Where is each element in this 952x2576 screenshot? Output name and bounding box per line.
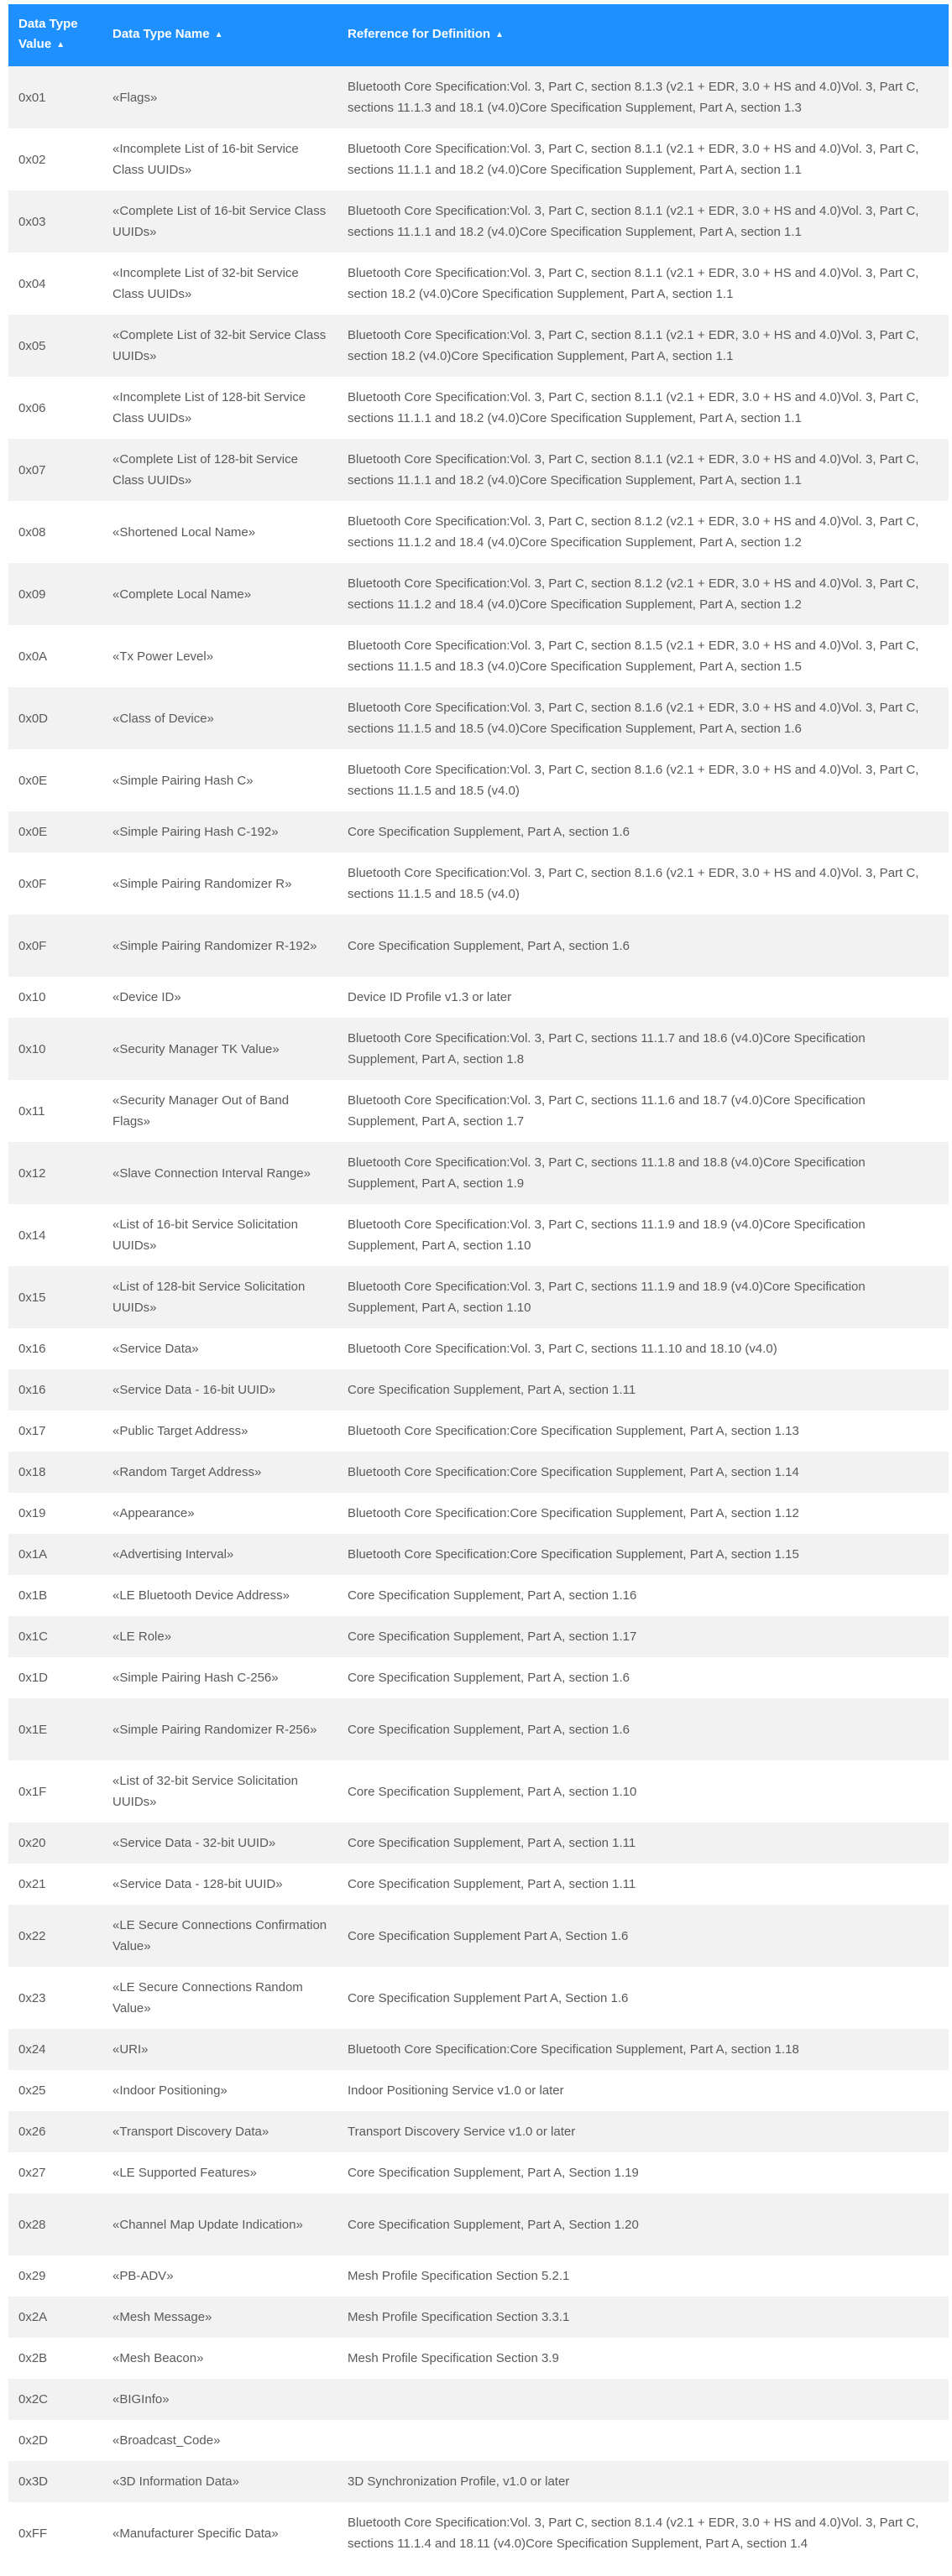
table-row: [8, 1493, 949, 1534]
cell-data-type-value: 0x1A: [8, 1534, 102, 1575]
cell-data-type-name: «Flags»: [102, 66, 337, 128]
sort-triangle-up-icon: ▲: [214, 30, 223, 39]
table-row: [8, 2255, 949, 2297]
table-row: [8, 1204, 949, 1266]
cell-reference: Core Specification Supplement, Part A, section 1.11: [337, 1864, 949, 1905]
cell-reference: Mesh Profile Specification Section 5.2.1: [337, 2255, 949, 2297]
cell-data-type-name: «Incomplete List of 128-bit Service Class UUIDs»: [102, 377, 337, 439]
cell-data-type-name: «Simple Pairing Randomizer R-192»: [102, 915, 337, 977]
table-row: [8, 687, 949, 749]
cell-data-type-value: 0x2C: [8, 2379, 102, 2420]
cell-reference: Bluetooth Core Specification:Vol. 3, Part C, sections 11.1.9 and 18.9 (v4.0)Core Specification Supplement, Part A, section 1.10: [337, 1204, 949, 1266]
cell-data-type-value: 0x10: [8, 977, 102, 1018]
cell-reference: Mesh Profile Specification Section 3.9: [337, 2338, 949, 2379]
cell-reference: Core Specification Supplement, Part A, section 1.6: [337, 1698, 949, 1760]
column-header-reference-label: Reference for Definition: [348, 27, 491, 41]
cell-data-type-value: 0x20: [8, 1822, 102, 1864]
cell-data-type-name: «Manufacturer Specific Data»: [102, 2502, 337, 2564]
table-row: [8, 315, 949, 377]
cell-data-type-name: «List of 16-bit Service Solicitation UUIDs»: [102, 1204, 337, 1266]
cell-reference: Bluetooth Core Specification:Vol. 3, Part C, section 8.1.1 (v2.1 + EDR, 3.0 + HS and 4.0)Vol. 3, Part C, sections 11.1.1 and 18.2 (v4.0)Core Specification Supplement, Part A, section 1.1: [337, 377, 949, 439]
cell-reference: [337, 2420, 949, 2461]
cell-data-type-name: «Service Data - 128-bit UUID»: [102, 1864, 337, 1905]
cell-data-type-value: 0x0F: [8, 853, 102, 915]
sort-triangle-up-icon: ▲: [495, 30, 504, 39]
table-row: [8, 1452, 949, 1493]
cell-data-type-name: «PB-ADV»: [102, 2255, 337, 2297]
table-row: [8, 1864, 949, 1905]
cell-data-type-value: 0x27: [8, 2152, 102, 2193]
cell-data-type-name: «Device ID»: [102, 977, 337, 1018]
table-row: [8, 1657, 949, 1698]
data-type-table-container: [8, 4, 949, 2564]
cell-reference: Bluetooth Core Specification:Vol. 3, Part C, section 8.1.6 (v2.1 + EDR, 3.0 + HS and 4.0)Vol. 3, Part C, sections 11.1.5 and 18.5 (v4.0): [337, 853, 949, 915]
table-header: [8, 4, 949, 66]
cell-data-type-value: 0x16: [8, 1328, 102, 1369]
cell-reference: Mesh Profile Specification Section 3.3.1: [337, 2297, 949, 2338]
cell-data-type-name: «Complete List of 16-bit Service Class UUIDs»: [102, 190, 337, 253]
cell-data-type-name: «Mesh Message»: [102, 2297, 337, 2338]
cell-data-type-value: 0x16: [8, 1369, 102, 1411]
cell-reference: Bluetooth Core Specification:Vol. 3, Part C, sections 11.1.8 and 18.8 (v4.0)Core Specification Supplement, Part A, section 1.9: [337, 1142, 949, 1204]
cell-data-type-name: «Indoor Positioning»: [102, 2070, 337, 2111]
cell-data-type-name: «List of 128-bit Service Solicitation UUIDs»: [102, 1266, 337, 1328]
cell-reference: Core Specification Supplement, Part A, section 1.17: [337, 1616, 949, 1657]
cell-data-type-name: «Random Target Address»: [102, 1452, 337, 1493]
cell-data-type-value: 0x0D: [8, 687, 102, 749]
cell-data-type-value: 0x05: [8, 315, 102, 377]
table-row: [8, 853, 949, 915]
cell-data-type-value: 0x2B: [8, 2338, 102, 2379]
table-row: [8, 2111, 949, 2152]
cell-reference: Bluetooth Core Specification:Vol. 3, Part C, section 8.1.5 (v2.1 + EDR, 3.0 + HS and 4.0)Vol. 3, Part C, sections 11.1.5 and 18.3 (v4.0)Core Specification Supplement, Part A, section 1.5: [337, 625, 949, 687]
cell-data-type-name: «Security Manager Out of Band Flags»: [102, 1080, 337, 1142]
cell-data-type-name: «BIGInfo»: [102, 2379, 337, 2420]
sort-triangle-up-icon: ▲: [56, 40, 65, 50]
table-row: [8, 439, 949, 501]
cell-data-type-name: «LE Supported Features»: [102, 2152, 337, 2193]
cell-reference: Bluetooth Core Specification:Core Specification Supplement, Part A, section 1.12: [337, 1493, 949, 1534]
table-row: [8, 811, 949, 853]
cell-data-type-name: «Simple Pairing Randomizer R»: [102, 853, 337, 915]
cell-reference: Core Specification Supplement, Part A, section 1.11: [337, 1822, 949, 1864]
table-row: [8, 1018, 949, 1080]
cell-reference: Bluetooth Core Specification:Vol. 3, Part C, section 8.1.3 (v2.1 + EDR, 3.0 + HS and 4.0)Vol. 3, Part C, sections 11.1.3 and 18.1 (v4.0)Core Specification Supplement, Part A, section 1.3: [337, 66, 949, 128]
cell-data-type-name: «3D Information Data»: [102, 2461, 337, 2502]
cell-data-type-value: 0x06: [8, 377, 102, 439]
cell-data-type-name: «LE Secure Connections Random Value»: [102, 1967, 337, 2029]
cell-reference: Bluetooth Core Specification:Vol. 3, Part C, sections 11.1.10 and 18.10 (v4.0): [337, 1328, 949, 1369]
column-header-name-label: Data Type Name: [112, 27, 210, 41]
table-row: [8, 1534, 949, 1575]
cell-data-type-name: «Incomplete List of 32-bit Service Class UUIDs»: [102, 253, 337, 315]
table-row: [8, 2070, 949, 2111]
cell-data-type-name: «Mesh Beacon»: [102, 2338, 337, 2379]
table-row: [8, 1266, 949, 1328]
table-row: [8, 915, 949, 977]
cell-data-type-name: «Slave Connection Interval Range»: [102, 1142, 337, 1204]
cell-reference: 3D Synchronization Profile, v1.0 or later: [337, 2461, 949, 2502]
table-row: [8, 253, 949, 315]
table-row: [8, 2420, 949, 2461]
table-row: [8, 1142, 949, 1204]
cell-data-type-value: 0x24: [8, 2029, 102, 2070]
cell-reference: Core Specification Supplement, Part A, section 1.16: [337, 1575, 949, 1616]
table-row: [8, 2297, 949, 2338]
cell-reference: Core Specification Supplement, Part A, Section 1.20: [337, 2193, 949, 2255]
table-row: [8, 1905, 949, 1967]
cell-data-type-name: «Incomplete List of 16-bit Service Class UUIDs»: [102, 128, 337, 190]
cell-data-type-name: «URI»: [102, 2029, 337, 2070]
cell-data-type-value: 0x1D: [8, 1657, 102, 1698]
cell-reference: Core Specification Supplement, Part A, section 1.10: [337, 1760, 949, 1822]
cell-reference: Bluetooth Core Specification:Vol. 3, Part C, sections 11.1.9 and 18.9 (v4.0)Core Specification Supplement, Part A, section 1.10: [337, 1266, 949, 1328]
column-header-reference[interactable]: [337, 4, 949, 66]
table-row: [8, 2502, 949, 2564]
cell-data-type-value: 0x15: [8, 1266, 102, 1328]
cell-data-type-value: 0x23: [8, 1967, 102, 2029]
table-row: [8, 128, 949, 190]
cell-data-type-value: 0x22: [8, 1905, 102, 1967]
cell-data-type-name: «Simple Pairing Randomizer R-256»: [102, 1698, 337, 1760]
table-row: [8, 1575, 949, 1616]
cell-reference: Device ID Profile v1.3 or later: [337, 977, 949, 1018]
cell-data-type-value: 0x1B: [8, 1575, 102, 1616]
table-row: [8, 1369, 949, 1411]
cell-reference: Bluetooth Core Specification:Core Specification Supplement, Part A, section 1.15: [337, 1534, 949, 1575]
cell-data-type-name: «Complete List of 32-bit Service Class UUIDs»: [102, 315, 337, 377]
cell-data-type-value: 0x01: [8, 66, 102, 128]
cell-reference: Core Specification Supplement, Part A, section 1.6: [337, 1657, 949, 1698]
table-row: [8, 1698, 949, 1760]
table-row: [8, 1760, 949, 1822]
cell-reference: Core Specification Supplement, Part A, section 1.6: [337, 811, 949, 853]
cell-data-type-name: «Simple Pairing Hash C-256»: [102, 1657, 337, 1698]
cell-data-type-name: «Complete List of 128-bit Service Class UUIDs»: [102, 439, 337, 501]
cell-reference: Core Specification Supplement Part A, Section 1.6: [337, 1905, 949, 1967]
cell-data-type-value: 0x08: [8, 501, 102, 563]
cell-reference: Bluetooth Core Specification:Vol. 3, Part C, sections 11.1.6 and 18.7 (v4.0)Core Specification Supplement, Part A, section 1.7: [337, 1080, 949, 1142]
column-header-value[interactable]: [8, 4, 102, 66]
cell-reference: Bluetooth Core Specification:Core Specification Supplement, Part A, section 1.13: [337, 1411, 949, 1452]
cell-data-type-value: 0x1C: [8, 1616, 102, 1657]
cell-data-type-name: «Simple Pairing Hash C»: [102, 749, 337, 811]
table-row: [8, 2029, 949, 2070]
cell-reference: Indoor Positioning Service v1.0 or later: [337, 2070, 949, 2111]
cell-data-type-value: 0x25: [8, 2070, 102, 2111]
table-row: [8, 66, 949, 128]
table-row: [8, 2152, 949, 2193]
cell-data-type-name: «Shortened Local Name»: [102, 501, 337, 563]
cell-data-type-name: «Channel Map Update Indication»: [102, 2193, 337, 2255]
cell-data-type-name: «Public Target Address»: [102, 1411, 337, 1452]
cell-data-type-value: 0x07: [8, 439, 102, 501]
cell-data-type-name: «Security Manager TK Value»: [102, 1018, 337, 1080]
table-row: [8, 501, 949, 563]
cell-reference: Core Specification Supplement Part A, Section 1.6: [337, 1967, 949, 2029]
table-row: [8, 1822, 949, 1864]
cell-data-type-name: «Transport Discovery Data»: [102, 2111, 337, 2152]
data-type-table: [8, 4, 949, 2564]
cell-data-type-value: 0x2A: [8, 2297, 102, 2338]
cell-data-type-name: «Class of Device»: [102, 687, 337, 749]
cell-data-type-name: «LE Role»: [102, 1616, 337, 1657]
cell-data-type-value: 0x18: [8, 1452, 102, 1493]
cell-data-type-name: «Advertising Interval»: [102, 1534, 337, 1575]
table-row: [8, 2338, 949, 2379]
cell-data-type-value: 0x26: [8, 2111, 102, 2152]
cell-reference: Bluetooth Core Specification:Vol. 3, Part C, section 8.1.1 (v2.1 + EDR, 3.0 + HS and 4.0)Vol. 3, Part C, sections 11.1.1 and 18.2 (v4.0)Core Specification Supplement, Part A, section 1.1: [337, 128, 949, 190]
cell-reference: Core Specification Supplement, Part A, Section 1.19: [337, 2152, 949, 2193]
table-body: [8, 66, 949, 2564]
cell-data-type-name: «Complete Local Name»: [102, 563, 337, 625]
cell-data-type-value: 0x03: [8, 190, 102, 253]
cell-data-type-value: 0x28: [8, 2193, 102, 2255]
table-row: [8, 749, 949, 811]
table-row: [8, 1616, 949, 1657]
cell-data-type-name: «LE Secure Connections Confirmation Value»: [102, 1905, 337, 1967]
cell-reference: Bluetooth Core Specification:Vol. 3, Part C, section 8.1.1 (v2.1 + EDR, 3.0 + HS and 4.0)Vol. 3, Part C, sections 11.1.1 and 18.2 (v4.0)Core Specification Supplement, Part A, section 1.1: [337, 190, 949, 253]
cell-data-type-value: 0x02: [8, 128, 102, 190]
cell-data-type-value: 0x0E: [8, 811, 102, 853]
cell-reference: Transport Discovery Service v1.0 or later: [337, 2111, 949, 2152]
table-row: [8, 625, 949, 687]
table-row: [8, 1967, 949, 2029]
cell-data-type-name: «Simple Pairing Hash C-192»: [102, 811, 337, 853]
cell-data-type-value: 0x19: [8, 1493, 102, 1534]
cell-reference: [337, 2379, 949, 2420]
cell-reference: Bluetooth Core Specification:Vol. 3, Part C, section 8.1.1 (v2.1 + EDR, 3.0 + HS and 4.0)Vol. 3, Part C, section 18.2 (v4.0)Core Specification Supplement, Part A, section 1.1: [337, 253, 949, 315]
column-header-value-label: Data Type Value: [18, 17, 78, 51]
cell-data-type-name: «LE Bluetooth Device Address»: [102, 1575, 337, 1616]
table-row: [8, 190, 949, 253]
cell-data-type-value: 0x1F: [8, 1760, 102, 1822]
cell-data-type-value: 0x14: [8, 1204, 102, 1266]
cell-data-type-value: 0x04: [8, 253, 102, 315]
table-row: [8, 563, 949, 625]
cell-reference: Bluetooth Core Specification:Vol. 3, Part C, section 8.1.1 (v2.1 + EDR, 3.0 + HS and 4.0)Vol. 3, Part C, section 18.2 (v4.0)Core Specification Supplement, Part A, section 1.1: [337, 315, 949, 377]
cell-data-type-value: 0x09: [8, 563, 102, 625]
cell-data-type-value: 0x0F: [8, 915, 102, 977]
table-row: [8, 1411, 949, 1452]
cell-reference: Bluetooth Core Specification:Vol. 3, Part C, section 8.1.6 (v2.1 + EDR, 3.0 + HS and 4.0)Vol. 3, Part C, sections 11.1.5 and 18.5 (v4.0): [337, 749, 949, 811]
cell-data-type-value: 0x21: [8, 1864, 102, 1905]
table-row: [8, 1328, 949, 1369]
table-row: [8, 1080, 949, 1142]
cell-data-type-value: 0x1E: [8, 1698, 102, 1760]
cell-data-type-value: 0x2D: [8, 2420, 102, 2461]
cell-data-type-name: «Service Data - 32-bit UUID»: [102, 1822, 337, 1864]
cell-reference: Bluetooth Core Specification:Vol. 3, Part C, section 8.1.6 (v2.1 + EDR, 3.0 + HS and 4.0)Vol. 3, Part C, sections 11.1.5 and 18.5 (v4.0)Core Specification Supplement, Part A, section 1.6: [337, 687, 949, 749]
cell-data-type-name: «Tx Power Level»: [102, 625, 337, 687]
cell-data-type-value: 0xFF: [8, 2502, 102, 2564]
table-row: [8, 977, 949, 1018]
cell-reference: Bluetooth Core Specification:Vol. 3, Part C, section 8.1.1 (v2.1 + EDR, 3.0 + HS and 4.0)Vol. 3, Part C, sections 11.1.1 and 18.2 (v4.0)Core Specification Supplement, Part A, section 1.1: [337, 439, 949, 501]
cell-data-type-value: 0x11: [8, 1080, 102, 1142]
cell-data-type-name: «List of 32-bit Service Solicitation UUIDs»: [102, 1760, 337, 1822]
cell-data-type-value: 0x12: [8, 1142, 102, 1204]
cell-reference: Bluetooth Core Specification:Core Specification Supplement, Part A, section 1.18: [337, 2029, 949, 2070]
table-row: [8, 2193, 949, 2255]
cell-reference: Bluetooth Core Specification:Vol. 3, Part C, section 8.1.4 (v2.1 + EDR, 3.0 + HS and 4.0)Vol. 3, Part C, sections 11.1.4 and 18.11 (v4.0)Core Specification Supplement, Part A, section 1.4: [337, 2502, 949, 2564]
cell-data-type-value: 0x17: [8, 1411, 102, 1452]
cell-reference: Bluetooth Core Specification:Core Specification Supplement, Part A, section 1.14: [337, 1452, 949, 1493]
cell-reference: Core Specification Supplement, Part A, section 1.6: [337, 915, 949, 977]
cell-data-type-name: «Service Data»: [102, 1328, 337, 1369]
cell-data-type-value: 0x10: [8, 1018, 102, 1080]
cell-data-type-name: «Appearance»: [102, 1493, 337, 1534]
cell-data-type-name: «Broadcast_Code»: [102, 2420, 337, 2461]
cell-data-type-value: 0x0A: [8, 625, 102, 687]
cell-reference: Core Specification Supplement, Part A, section 1.11: [337, 1369, 949, 1411]
cell-data-type-value: 0x0E: [8, 749, 102, 811]
cell-reference: Bluetooth Core Specification:Vol. 3, Part C, section 8.1.2 (v2.1 + EDR, 3.0 + HS and 4.0)Vol. 3, Part C, sections 11.1.2 and 18.4 (v4.0)Core Specification Supplement, Part A, section 1.2: [337, 563, 949, 625]
cell-data-type-value: 0x29: [8, 2255, 102, 2297]
cell-data-type-value: 0x3D: [8, 2461, 102, 2502]
column-header-name[interactable]: [102, 4, 337, 66]
table-row: [8, 377, 949, 439]
cell-reference: Bluetooth Core Specification:Vol. 3, Part C, section 8.1.2 (v2.1 + EDR, 3.0 + HS and 4.0)Vol. 3, Part C, sections 11.1.2 and 18.4 (v4.0)Core Specification Supplement, Part A, section 1.2: [337, 501, 949, 563]
table-row: [8, 2461, 949, 2502]
cell-reference: Bluetooth Core Specification:Vol. 3, Part C, sections 11.1.7 and 18.6 (v4.0)Core Specification Supplement, Part A, section 1.8: [337, 1018, 949, 1080]
cell-data-type-name: «Service Data - 16-bit UUID»: [102, 1369, 337, 1411]
table-row: [8, 2379, 949, 2420]
